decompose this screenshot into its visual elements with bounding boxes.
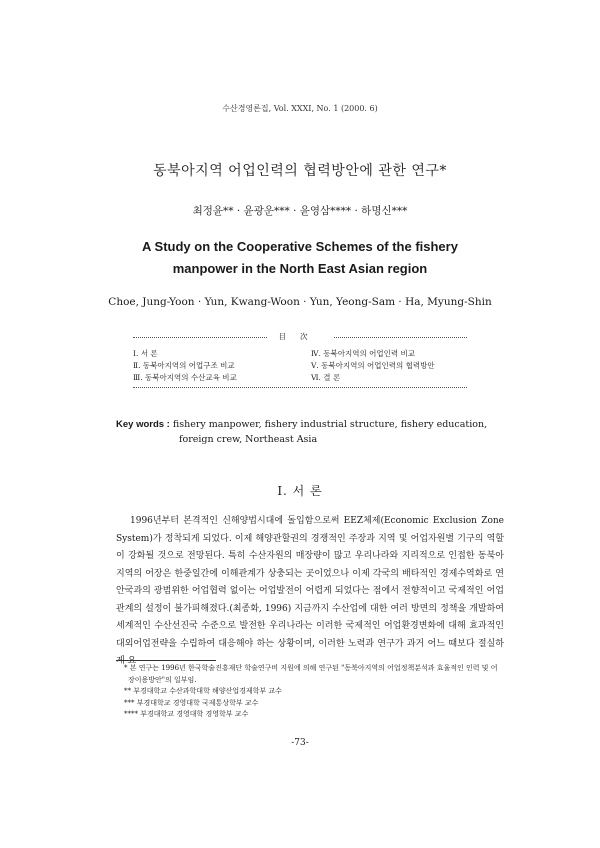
footnote: **** 부경대학교 경영대학 경영학부 교수 bbox=[124, 710, 249, 718]
title-english-line-2: manpower in the North East Asian region bbox=[172, 261, 428, 276]
toc-bottom-rule bbox=[133, 387, 467, 388]
toc-item: Ⅰ. 서 론 bbox=[133, 349, 158, 358]
toc-left-column bbox=[133, 348, 237, 384]
footnote: *** 부경대학교 경영대학 국제통상학부 교수 bbox=[124, 698, 259, 707]
footnote: ** 부경대학교 수산과학대학 해양산업경제학부 교수 bbox=[124, 687, 282, 695]
title-english-line-1: A Study on the Cooperative Schemes of the fishery bbox=[142, 239, 458, 254]
keywords bbox=[116, 417, 496, 447]
toc-right-column bbox=[311, 348, 435, 384]
title-korean: 동북아지역 어업인력의 협력방안에 관한 연구* bbox=[153, 163, 447, 179]
footnote: * 본 연구는 1996년 한국학술진흥재단 학술연구비 지원에 의해 연구된 "동북아지역의 어업정책분석과 효율적인 인력 및 어장이용방안"의 일부임. bbox=[124, 664, 498, 684]
keywords-line-2: foreign crew, Northeast Asia bbox=[179, 434, 318, 445]
section-title: Ⅰ. 서 론 bbox=[277, 484, 323, 498]
table-of-contents bbox=[133, 331, 467, 389]
keywords-line-1: fishery manpower, fishery industrial structure, fishery education, bbox=[172, 419, 488, 430]
body-paragraph: 1996년부터 본격적인 신해양법시대에 돌입함으로써 EEZ체제(Economic Exclusion Zone System)가 정착되게 되었다. 이제 해양관할권의 경쟁적인 주장과 지역 및 어업자원별 기구의 역할이 강화될 것으로 전망된다. 특히 수산자원의 매장량이 많고 우리나라와 지리적으로 인접한 동북아지역의 어장은 한중일간에 이해관계가 상충되는 곳이었으나 이제 각국의 배타적인 경제수역화로 연안국과의 광범위한 어업협력 없이는 어업발전이 어렵게 되었다는 점에서 전향적이고 국제적인 어업관계의 설정이 불가피해졌다.(최종화, 1996) 지금까지 수산업에 대한 여러 방면의 정책을 개발하여 세계적인 수산선진국 수준으로 발전한 우리나라는 이러한 국제적인 어업환경변화에 대해 효과적인 대외어업전략을 수립하여 대응해야 하는 상황이며, 이러한 노력과 연구가 과거 어느 때보다 절실하게 요 bbox=[116, 516, 504, 666]
toc-item: Ⅲ. 동북아지역의 수산교육 비교 bbox=[133, 373, 237, 382]
footnote-rule bbox=[116, 660, 216, 661]
toc-heading: 目次 bbox=[133, 331, 467, 342]
toc-item: Ⅴ. 동북아지역의 어업인력의 협력방안 bbox=[311, 361, 435, 370]
footnotes bbox=[116, 663, 504, 721]
page-number: -73- bbox=[291, 738, 309, 748]
toc-item: Ⅵ. 결 론 bbox=[311, 373, 341, 382]
title-english bbox=[60, 236, 540, 280]
toc-item: Ⅱ. 동북아지역의 어업구조 비교 bbox=[133, 361, 235, 370]
journal-header: 수산경영론집, Vol. XXXI, No. 1 (2000. 6) bbox=[222, 104, 378, 113]
toc-item: Ⅳ. 동북아지역의 어업인력 비교 bbox=[311, 349, 415, 358]
authors-korean: 최정윤** · 윤광운*** · 윤영삼**** · 하명신*** bbox=[192, 205, 408, 217]
keywords-label: Key words : bbox=[116, 419, 170, 430]
authors-english: Choe, Jung-Yoon · Yun, Kwang-Woon · Yun, Yeong-Sam · Ha, Myung-Shin bbox=[108, 296, 492, 308]
body-text bbox=[116, 513, 504, 671]
